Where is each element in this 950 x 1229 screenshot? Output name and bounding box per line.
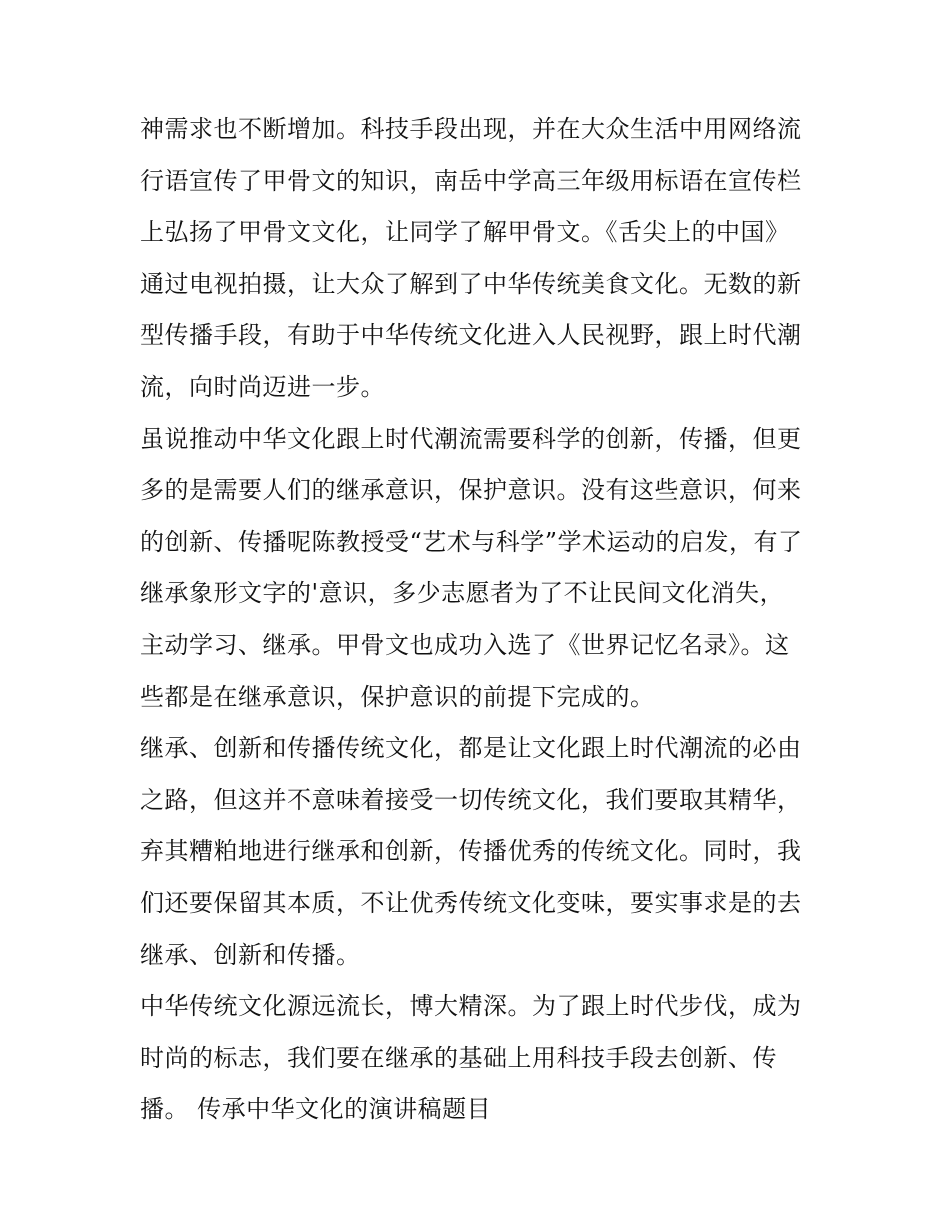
text-line: 继承、创新和传播传统文化，都是让文化跟上时代潮流的必由 bbox=[140, 734, 802, 763]
text-line: 弃其糟粕地进行继承和创新，传播优秀的传统文化。同时，我 bbox=[140, 837, 802, 866]
text-line: 之路，但这并不意味着接受一切传统文化，我们要取其精华， bbox=[140, 785, 802, 814]
text-line: 流，向时尚迈进一步。 bbox=[140, 372, 385, 401]
text-line: 行语宣传了甲骨文的知识，南岳中学高三年级用标语在宣传栏 bbox=[140, 166, 802, 195]
text-line: 神需求也不断增加。科技手段出现，并在大众生活中用网络流 bbox=[140, 115, 802, 143]
text-line: 虽说推动中华文化跟上时代潮流需要科学的创新，传播，但更 bbox=[140, 424, 802, 453]
text-line: 们还要保留其本质，不让优秀传统文化变味，要实事求是的去 bbox=[140, 888, 802, 917]
text-line: 上弘扬了甲骨文文化，让同学了解甲骨文。《舌尖上的中国》 bbox=[140, 218, 790, 247]
text-line: 继承象形文字的'意识，多少志愿者为了不让民间文化消失， bbox=[140, 579, 785, 608]
text-line: 主动学习、继承。甲骨文也成功入选了《世界记忆名录》。这 bbox=[140, 630, 790, 659]
text-line: 型传播手段，有助于中华传统文化进入人民视野，跟上时代潮 bbox=[140, 321, 802, 350]
text-line: 些都是在继承意识，保护意识的前提下完成的。 bbox=[140, 682, 655, 711]
text-line: 时尚的标志，我们要在继承的基础上用科技手段去创新、传 bbox=[140, 1043, 777, 1072]
text-line: 中华传统文化源远流长，博大精深。为了跟上时代步伐，成为 bbox=[140, 992, 802, 1021]
text-line: 继承、创新和传播。 bbox=[140, 940, 361, 969]
text-line: 多的是需要人们的继承意识，保护意识。没有这些意识，何来 bbox=[140, 476, 802, 505]
text-line: 通过电视拍摄，让大众了解到了中华传统美食文化。无数的新 bbox=[140, 269, 802, 298]
text-line: 的创新、传播呢陈教授受“艺术与科学”学术运动的启发，有了 bbox=[140, 527, 803, 556]
document-body bbox=[140, 104, 820, 1136]
text-line: 播。 传承中华文化的演讲稿题目 bbox=[140, 1095, 492, 1124]
